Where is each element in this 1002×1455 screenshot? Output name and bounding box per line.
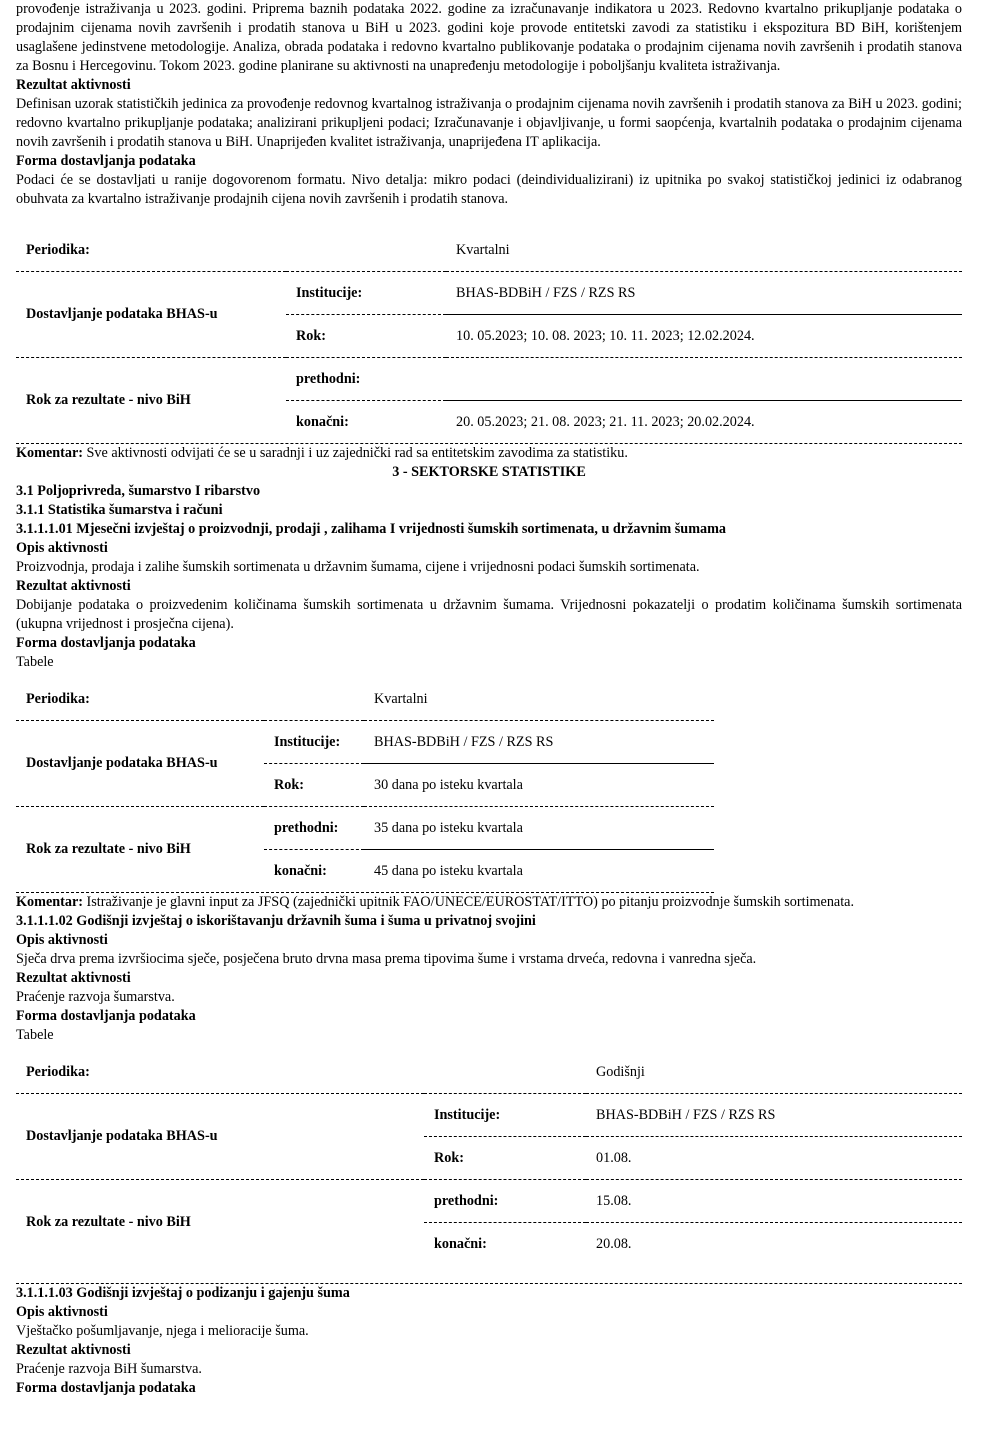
heading-forma: Forma dostavljanja podataka xyxy=(16,635,196,651)
heading-3-1: 3.1 Poljoprivreda, šumarstvo I ribarstvo xyxy=(16,483,261,499)
schedule-table-3 xyxy=(16,1051,962,1265)
konacni-label: konačni: xyxy=(286,401,446,444)
komentar-label: Komentar: xyxy=(16,894,83,910)
schedule-table-2 xyxy=(16,678,714,892)
heading-rezultat: Rezultat aktivnosti xyxy=(16,77,131,93)
rok-value: 10. 05.2023; 10. 08. 2023; 10. 11. 2023; 12.02.2024. xyxy=(446,315,962,358)
komentar-text: Istraživanje je glavni input za JFSQ (zajednički upitnik FAO/UNECE/EUROSTAT/ITTO) po pitanju proizvodnje šumskih sortimenata. xyxy=(86,894,855,910)
konacni-value: 20.08. xyxy=(586,1223,962,1266)
prethodni-value: 15.08. xyxy=(596,1192,632,1209)
heading-rezultat: Rezultat aktivnosti xyxy=(16,1342,131,1358)
institucije-value: BHAS-BDBiH / FZS / RZS RS xyxy=(456,284,636,301)
forma-paragraph: Podaci će se dostavljati u ranije dogovorenom formatu. Nivo detalja: mikro podaci (deindividualizirani) iz upitnika po svakoj statističkoj jedinici iz odabranog obuhvata za kvartalno istraživanje prodajnih cijena novih završenih i prodatih stanova. xyxy=(16,172,962,207)
document-page xyxy=(16,0,962,1398)
survey-01-forma: Tabele xyxy=(16,654,54,670)
survey-02-forma: Tabele xyxy=(16,1027,54,1043)
institucije-value: BHAS-BDBiH / FZS / RZS RS xyxy=(374,733,554,750)
rok-rezultate-label: Rok za rezultate - nivo BiH xyxy=(26,392,191,408)
prethodni-value: 35 dana po isteku kvartala xyxy=(374,819,523,836)
komentar-text: Sve aktivnosti odvijati će se u saradnji i uz zajednički rad sa entitetskim zavodima za statistiku. xyxy=(86,445,628,461)
prethodni-label: prethodni: xyxy=(274,819,339,836)
survey-03-title: 3.1.1.1.03 Godišnji izvještaj o podizanju i gajenju šuma xyxy=(16,1285,350,1301)
heading-rezultat: Rezultat aktivnosti xyxy=(16,578,131,594)
konacni-label: konačni: xyxy=(424,1223,586,1266)
institucije-label: Institucije: xyxy=(296,284,363,301)
konacni-value: 45 dana po isteku kvartala xyxy=(364,850,714,893)
dostavljanje-label: Dostavljanje podataka BHAS-u xyxy=(26,306,218,322)
heading-forma: Forma dostavljanja podataka xyxy=(16,1008,196,1024)
rok-label: Rok: xyxy=(286,315,446,358)
heading-forma: Forma dostavljanja podataka xyxy=(16,1380,196,1396)
survey-02-title: 3.1.1.1.02 Godišnji izvještaj o iskorištavanju državnih šuma i šuma u privatnoj svojini xyxy=(16,913,536,929)
heading-opis: Opis aktivnosti xyxy=(16,1304,108,1320)
heading-forma: Forma dostavljanja podataka xyxy=(16,153,196,169)
rezultat-paragraph: Definisan uzorak statističkih jedinica za provođenje redovnog kvartalnog istraživanja o prodajnim cijenama novih završenih i prodatih stanova za BiH u 2023. godini; redovno kvartalno prikupljanje podataka; analizirani prikupljeni podaci; Izračunavanje i objavljivanje, u formi saopćenja, kvartalnih podataka o prodajnim cijenama novih završenih i prodatih stanova u BiH. Unaprijeđen kvalitet istraživanja, unaprijeđena IT aplikacija. xyxy=(16,96,962,150)
institucije-value: BHAS-BDBiH / FZS / RZS RS xyxy=(596,1106,776,1123)
komentar-2 xyxy=(16,893,962,912)
prethodni-label: prethodni: xyxy=(434,1192,499,1209)
heading-opis: Opis aktivnosti xyxy=(16,932,108,948)
rok-label: Rok: xyxy=(424,1137,586,1180)
konacni-label: konačni: xyxy=(264,850,364,893)
section-title: 3 - SEKTORSKE STATISTIKE xyxy=(392,464,586,480)
rok-value: 01.08. xyxy=(586,1137,962,1180)
periodika-label: Periodika: xyxy=(26,1063,90,1080)
periodika-label: Periodika: xyxy=(26,690,90,707)
survey-01-opis: Proizvodnja, prodaja i zalihe šumskih sortimenata u državnim šumama, cijene i vrijednosni podaci šumskih sortimenata. xyxy=(16,559,700,575)
survey-02-opis: Sječa drva prema izvršiocima sječe, posječena bruto drvna masa prema tipovima šume i vrstama drveća, redovna i vanredna sječa. xyxy=(16,951,757,967)
prethodni-value xyxy=(446,358,962,401)
survey-02-rezultat: Praćenje razvoja šumarstva. xyxy=(16,989,175,1005)
institucije-label: Institucije: xyxy=(274,733,341,750)
survey-01-rezultat: Dobijanje podataka o proizvedenim količinama šumskih sortimenata u državnim šumama. Vrijednosni pokazatelji o prodatim količinama šumskih sortimenata (ukupna vrijednost i prosječna cijena). xyxy=(16,597,962,632)
periodika-label: Periodika: xyxy=(26,241,90,258)
rok-rezultate-label: Rok za rezultate - nivo BiH xyxy=(26,1214,191,1230)
schedule-table-1 xyxy=(16,229,962,443)
dostavljanje-label: Dostavljanje podataka BHAS-u xyxy=(26,755,218,771)
institucije-label: Institucije: xyxy=(434,1106,501,1123)
periodika-value: Kvartalni xyxy=(374,690,428,707)
heading-opis: Opis aktivnosti xyxy=(16,540,108,556)
survey-03-rezultat: Praćenje razvoja BiH šumarstva. xyxy=(16,1361,202,1377)
intro-paragraph: provođenje istraživanja u 2023. godini. Priprema baznih podataka 2022. godine za izračunavanje indikatora u 2023. Redovno kvartalno prikupljanje podataka o prodajnim cijenama novih završenih i prodatih stanova u BiH u 2023. godini koje provode entitetski zavodi za statistiku i ekspozitura BD BiH, korištenjem usaglašene jedinstvene metodologije. Analiza, obrada podataka i redovno kvartalno publikovanje podataka o prodajnim cijenama novih završenih i prodatih stanova za Bosnu i Hercegovinu. Tokom 2023. godine planirane su aktivnosti na unapređenju metodologije i poboljšanju kvaliteta istraživanja. xyxy=(16,1,962,74)
komentar-1 xyxy=(16,444,962,463)
survey-01-title: 3.1.1.1.01 Mjesečni izvještaj o proizvodnji, prodaji , zalihama I vrijednosti šumskih sortimenata, u državnim šumama xyxy=(16,521,727,537)
komentar-label: Komentar: xyxy=(16,445,83,461)
rok-rezultate-label: Rok za rezultate - nivo BiH xyxy=(26,841,191,857)
heading-3-1-1: 3.1.1 Statistika šumarstva i računi xyxy=(16,502,223,518)
survey-03-opis: Vještačko pošumljavanje, njega i melioracije šuma. xyxy=(16,1323,309,1339)
konacni-value: 20. 05.2023; 21. 08. 2023; 21. 11. 2023; 20.02.2024. xyxy=(446,401,962,444)
periodika-value: Godišnji xyxy=(596,1063,645,1080)
rok-label: Rok: xyxy=(264,764,364,807)
dostavljanje-label: Dostavljanje podataka BHAS-u xyxy=(26,1128,218,1144)
heading-rezultat: Rezultat aktivnosti xyxy=(16,970,131,986)
rok-value: 30 dana po isteku kvartala xyxy=(364,764,714,807)
prethodni-label: prethodni: xyxy=(296,370,361,387)
periodika-value: Kvartalni xyxy=(456,241,510,258)
